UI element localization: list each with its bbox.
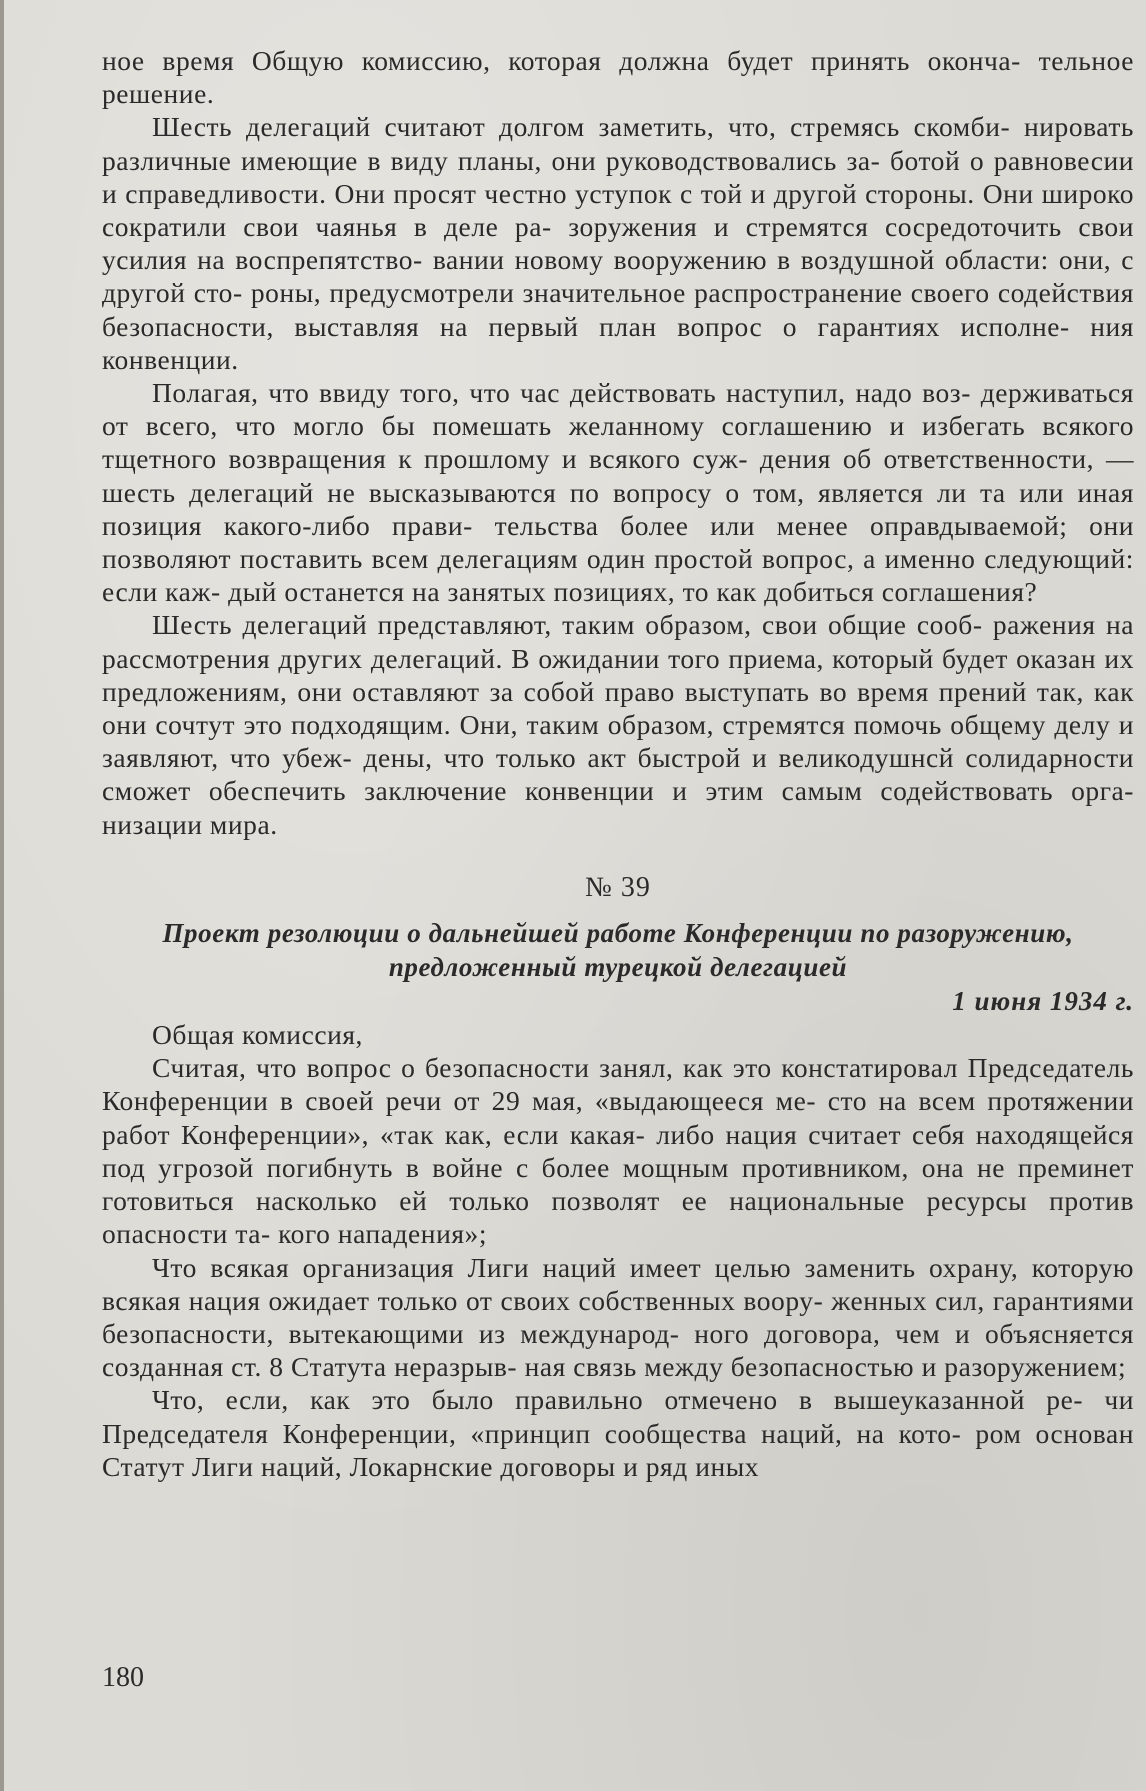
paragraph-six-delegations-balance: Шесть делегаций считают долгом заметить, что, стремясь скомби- нировать различные имеющие в виду планы, они руководствовались за- ботой о равновесии и справедливости. Они просят честно уступок с той и другой стороны. Они широко сократили свои чаянья в деле ра- зоружения и стремятся сосредоточить свои усилия на воспрепятство- вании новому вооружению в воздушной области: они, с другой сто- роны, предусмотрели значительное распространение своего содействия безопасности, выставляя на первый план вопрос о гарантиях исполне- ния конвенции. [102,111,1134,375]
document-date: 1 июня 1934 г. [952,986,1134,1017]
paragraph-considering-security: Считая, что вопрос о безопасности занял, как это констатировал Председатель Конференции в своей речи от 29 мая, «выдающееся ме- сто на всем протяжении работ Конференции», «так как, если какая- либо нация считает себя находящейся под угрозой погибнуть в войне с более мощным противником, она не преминет готовиться насколько ей только позволят ее национальные ресурсы против опасности та- кого нападения»; [102,1052,1134,1250]
paragraph-continuation: ное время Общую комиссию, которая должна будет принять оконча- тельное решение. [102,45,1134,110]
document-number: № 39 [585,871,651,903]
document-title: Проект резолюции о дальнейшей работе Конференции по разоружению, предложенный турецкой делегацией [162,918,1074,983]
page-number: 180 [102,1662,144,1693]
page-text [102,44,1134,1483]
paragraph-league-organization: Что всякая организация Лиги наций имеет целью заменить охрану, которую всякая нация ожидает только от своих собственных воору- женных сил, гарантиями безопасности, вытекающими из международ- ного договора, чем и объясняется созданная ст. 8 Статута неразрыв- ная связь между безопасностью и разоружением; [102,1251,1134,1383]
addressee: Общая комиссия, [152,1019,363,1051]
paragraph-time-to-act: Полагая, что ввиду того, что час действовать наступил, надо воз- держиваться от всего, что могло бы помешать желанному соглашению и избегать всякого тщетного возвращения к прошлому и всякого суж- дения об ответственности, — шесть делегаций не высказываются по вопросу о том, является ли та или иная позиция какого-либо прави- тельства более или менее оправдываемой; они позволяют поставить всем делегациям один простой вопрос, а именно следующий: если каж- дый останется на занятых позициях, то как добиться соглашения? [102,377,1134,608]
paragraph-general-considerations: Шесть делегаций представляют, таким образом, свои общие сооб- ражения на рассмотрения других делегаций. В ожидании того приема, который будет оказан их предложениям, они оставляют за собой право выступать во время прений так, как они сочтут это подходящим. Они, таким образом, стремятся помочь общему делу и заявляют, что убеж- дены, что только акт быстрой и великодушнсй солидарности сможет обеспечить заключение конвенции и этим самым содействовать орга- низации мира. [102,609,1134,840]
paragraph-community-of-nations: Что, если, как это было правильно отмечено в вышеуказанной ре- чи Председателя Конференции, «принцип сообщества наций, на кото- ром основан Статут Лиги наций, Локарнские договоры и ряд иных [102,1384,1134,1482]
